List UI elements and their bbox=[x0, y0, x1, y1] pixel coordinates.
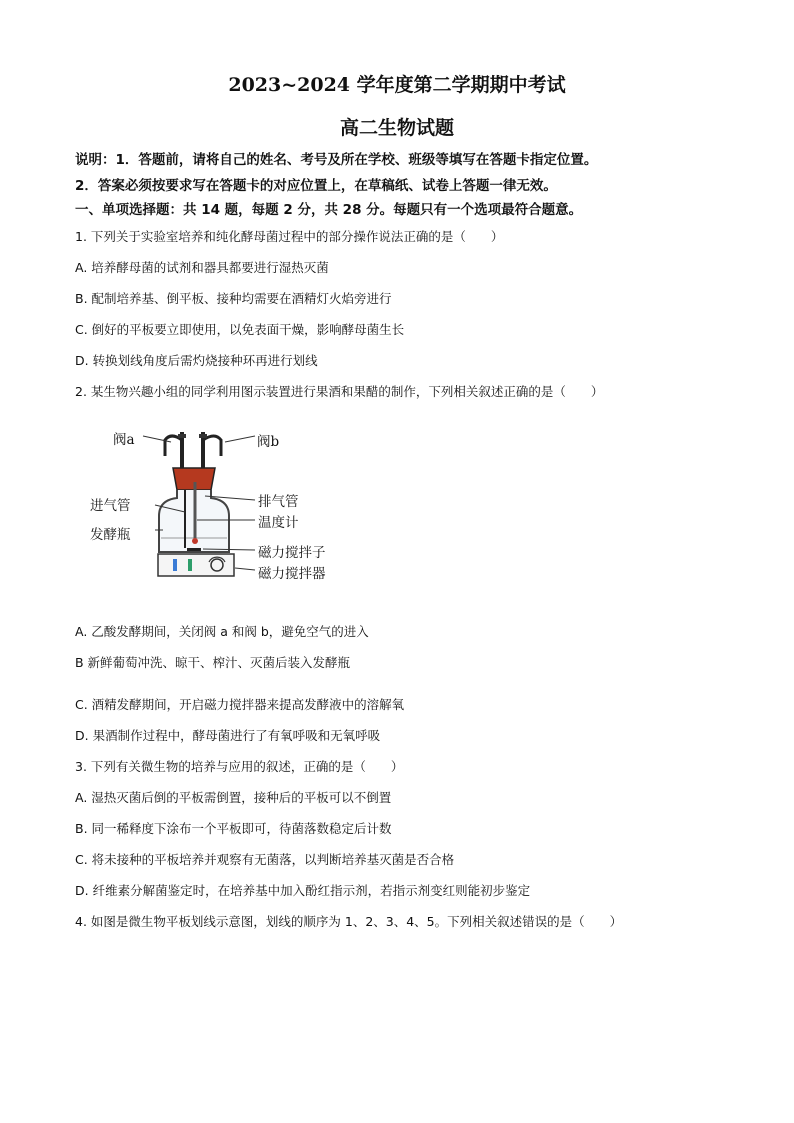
instruction-line-1: 说明：1．答题前，请将自己的姓名、考号及所在学校、班级等填写在答题卡指定位置。 bbox=[75, 152, 598, 168]
question-1-option-a: A. 培养酵母菌的试剂和器具都要进行湿热灭菌 bbox=[75, 260, 329, 275]
instruction-line-2: 2．答案必须按要求写在答题卡的对应位置上，在草稿纸、试卷上答题一律无效。 bbox=[75, 178, 557, 194]
question-3-stem: 3. 下列有关微生物的培养与应用的叙述，正确的是（ ） bbox=[75, 759, 404, 774]
exam-title: 2023~2024 学年度第二学期期中考试 bbox=[228, 74, 566, 96]
question-3-option-a: A. 湿热灭菌后倒的平板需倒置，接种后的平板可以不倒置 bbox=[75, 790, 392, 805]
section-heading: 一、单项选择题：共 14 题，每题 2 分，共 28 分。每题只有一个选项最符合题意。 bbox=[75, 202, 583, 218]
label-valve-b: 阀b bbox=[257, 434, 280, 450]
fermentation-apparatus-figure bbox=[85, 420, 355, 590]
label-stir-bar: 磁力搅拌子 bbox=[258, 545, 326, 561]
label-inlet-tube: 进气管 bbox=[90, 498, 131, 514]
label-magnetic-stirrer: 磁力搅拌器 bbox=[258, 566, 326, 582]
question-1-option-b: B. 配制培养基、倒平板、接种均需要在酒精灯火焰旁进行 bbox=[75, 291, 392, 306]
label-outlet-tube: 排气管 bbox=[258, 494, 299, 510]
question-1-stem: 1. 下列关于实验室培养和纯化酵母菌过程中的部分操作说法正确的是（ ） bbox=[75, 229, 504, 244]
question-3-option-c: C. 将未接种的平板培养并观察有无菌落，以判断培养基灭菌是否合格 bbox=[75, 852, 455, 867]
label-fermentation-bottle: 发酵瓶 bbox=[90, 527, 131, 543]
question-1-option-d: D. 转换划线角度后需灼烧接种环再进行划线 bbox=[75, 353, 318, 368]
exam-subtitle: 高二生物试题 bbox=[339, 117, 454, 139]
question-3-option-b: B. 同一稀释度下涂布一个平板即可，待菌落数稳定后计数 bbox=[75, 821, 392, 836]
question-3-option-d: D. 纤维素分解菌鉴定时，在培养基中加入酚红指示剂，若指示剂变红则能初步鉴定 bbox=[75, 883, 531, 898]
question-4-stem: 4. 如图是微生物平板划线示意图，划线的顺序为 1、2、3、4、5。下列相关叙述错误的是（ ） bbox=[75, 914, 623, 929]
question-1-option-c: C. 倒好的平板要立即使用，以免表面干燥，影响酵母菌生长 bbox=[75, 322, 405, 337]
label-valve-a: 阀a bbox=[113, 432, 135, 448]
label-thermometer: 温度计 bbox=[258, 515, 299, 531]
question-2-option-a: A. 乙酸发酵期间，关闭阀 a 和阀 b，避免空气的进入 bbox=[75, 624, 369, 639]
question-2-option-d: D. 果酒制作过程中，酵母菌进行了有氧呼吸和无氧呼吸 bbox=[75, 728, 381, 743]
question-2-option-b: B 新鲜葡萄冲洗、晾干、榨汁、灭菌后装入发酵瓶 bbox=[75, 655, 351, 670]
question-2-option-c: C. 酒精发酵期间，开启磁力搅拌器来提高发酵液中的溶解氧 bbox=[75, 697, 405, 712]
question-2-stem: 2. 某生物兴趣小组的同学利用图示装置进行果酒和果醋的制作，下列相关叙述正确的是（ ） bbox=[75, 384, 604, 399]
